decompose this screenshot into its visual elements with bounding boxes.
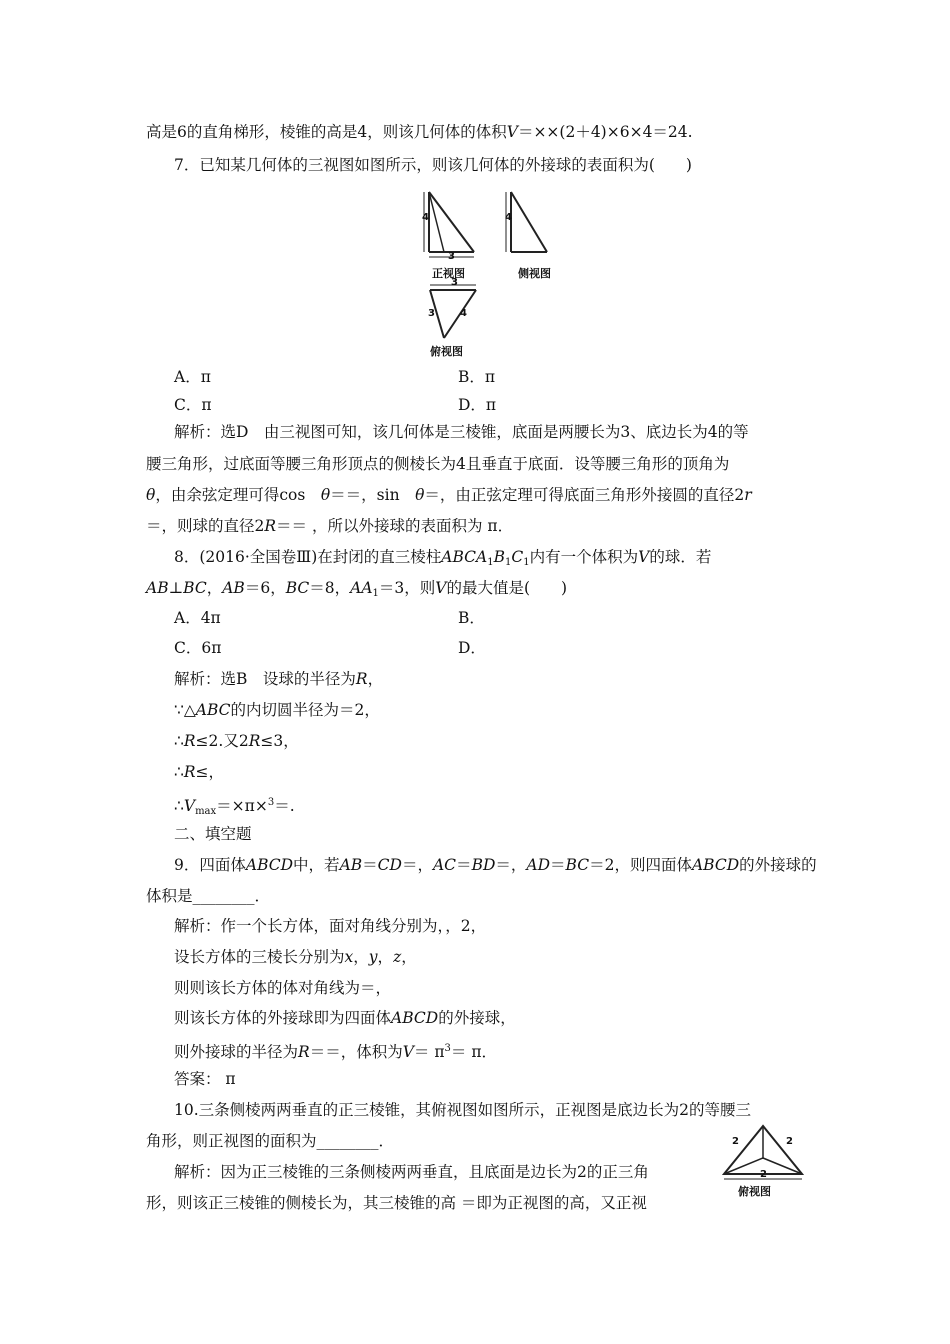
side-view-figure: [503, 190, 553, 264]
answer-9-line: 则该长方体的外接球即为四面体ABCD的外接球，: [174, 1009, 516, 1027]
answer-9-line: 则则该长方体的体对角线为＝，: [174, 979, 392, 997]
answer-10-line: 形，则该正三棱锥的侧棱长为，其三棱锥的高 ＝即为正视图的高，又正视: [146, 1194, 647, 1212]
answer-8-line: $\therefore V_{max}=\times\pi\times^3=$.: [174, 797, 295, 817]
side-view-edge: [511, 192, 547, 252]
answer-7-line: ＝，则球的直径2R＝＝ ，所以外接球的表面积为 π．: [146, 517, 514, 535]
pyramid-top-view-figure: [718, 1120, 808, 1186]
pyramid-top-view-caption: 俯视图: [738, 1185, 771, 1198]
option-d: D．π: [458, 396, 497, 414]
question-10: 10.三条侧棱两两垂直的正三棱锥，其俯视图如图所示，正视图是底边长为2的等腰三: [174, 1101, 752, 1119]
answer-9-result: 答案： π: [174, 1070, 236, 1088]
top-view-caption: 俯视图: [430, 345, 463, 358]
front-view-figure: [422, 190, 482, 269]
dim-label: 3: [451, 277, 458, 288]
question-8: 8．(2016·全国卷Ⅲ)在封闭的直三棱柱$ABCA_1B_1C_1$内有一个体积为V的球．若: [174, 548, 712, 568]
answer-10-line: 解析：因为正三棱锥的三条侧棱两两垂直，且底面是边长为2的正三角: [174, 1163, 649, 1181]
answer-8-line: 解析：选B 设球的半径为R，: [174, 670, 384, 688]
option-b: B．: [458, 609, 485, 627]
side-view-caption: 侧视图: [518, 267, 551, 280]
dim-label: 2: [786, 1136, 793, 1147]
question-9: 9．四面体ABCD中，若AB＝CD＝，AC＝BD＝，AD＝BC＝2，则四面体ABCD的外接球的: [174, 856, 817, 874]
question-10-line: 角形，则正视图的面积为________．: [146, 1132, 395, 1150]
option-d: D．: [458, 639, 486, 657]
top-view-figure: [424, 277, 484, 346]
answer-9-line: 则外接球的半径为R＝＝，体积为$V= \pi^3= \pi$．: [174, 1043, 498, 1061]
option-c: C．π: [174, 396, 212, 414]
front-view-caption: 正视图: [432, 267, 465, 280]
answer-8-line: ∴R≤2.又2R≤3，: [174, 732, 299, 750]
answer-7-line: 解析：选D 由三视图可知，该几何体是三棱锥，底面是两腰长为3、底边长为4的等: [174, 423, 749, 441]
question-8-line: AB⊥BC，AB＝6，BC＝8，$AA_1=3$，则V的最大值是( ): [146, 579, 568, 599]
section-heading: 二、填空题: [174, 825, 252, 843]
dim-label: 4: [422, 212, 429, 223]
option-c: C．6π: [174, 639, 222, 657]
dim-label: 3: [428, 308, 435, 319]
answer-8-line: ∵△ABC的内切圆半径为＝2，: [174, 701, 380, 719]
answer-9-line: 设长方体的三棱长分别为x，y，z，: [174, 948, 417, 966]
dim-label: 2: [732, 1136, 739, 1147]
answer-8-line: ∴R≤，: [174, 763, 225, 781]
text-line: 高是6的直角梯形，棱锥的高是4，则该几何体的体积V＝××(2＋4)×6×4＝24.: [146, 123, 693, 141]
answer-9-line: 解析：作一个长方体，面对角线分别为，，2，: [174, 917, 487, 935]
dim-label: 2: [760, 1169, 767, 1180]
question-9-line: 体积是________．: [146, 887, 271, 905]
answer-7-line: θ，由余弦定理可得cos θ＝＝，sin θ＝，由正弦定理可得底面三角形外接圆的直径2r: [146, 486, 752, 504]
answer-7-line: 腰三角形，过底面等腰三角形顶点的侧棱长为4且垂直于底面．设等腰三角形的顶角为: [146, 455, 730, 473]
option-b: B．π: [458, 368, 496, 386]
option-a: A．π: [174, 368, 211, 386]
dim-label: 3: [448, 251, 455, 262]
dim-label: 4: [460, 308, 467, 319]
dim-label: 4: [505, 212, 512, 223]
question-7: 7．已知某几何体的三视图如图所示，则该几何体的外接球的表面积为( ): [174, 156, 692, 174]
option-a: A．4π: [174, 609, 221, 627]
